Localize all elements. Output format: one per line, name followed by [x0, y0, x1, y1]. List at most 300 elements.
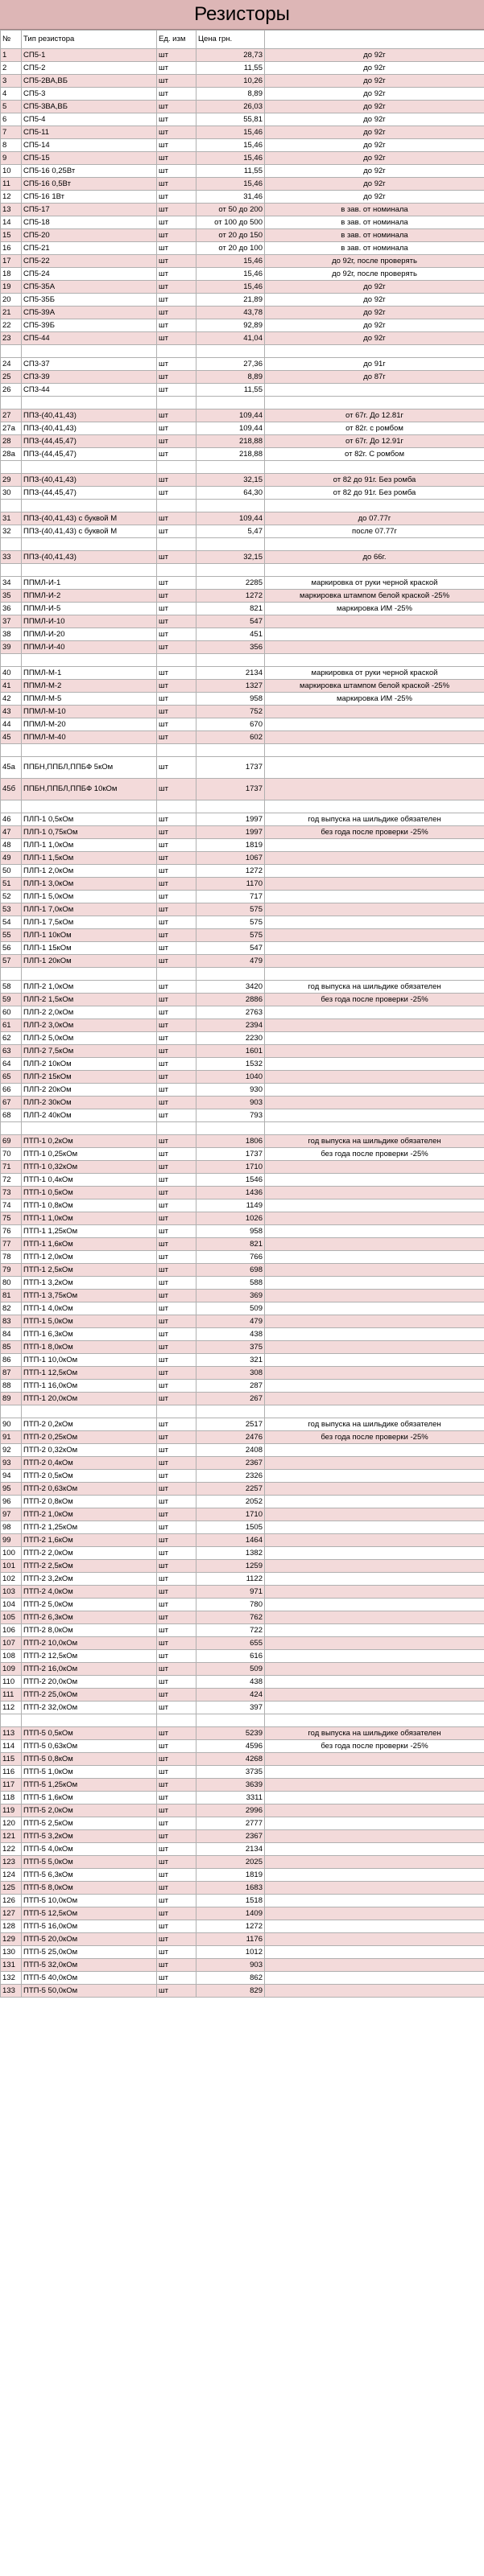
price-cell: 547 [196, 942, 265, 955]
table-row [1, 1830, 484, 1843]
row-number-cell: 63 [1, 1045, 22, 1058]
spacer-cell [157, 744, 196, 757]
unit-cell: шт [157, 1045, 196, 1058]
spacer-cell [157, 1122, 196, 1135]
note-cell [265, 1882, 484, 1895]
price-cell: 1737 [196, 779, 265, 800]
price-cell: 15,46 [196, 139, 265, 152]
table-row [1, 981, 484, 994]
resistor-type-cell: ПТП-5 0,5кОм [22, 1727, 157, 1740]
note-cell [265, 1470, 484, 1483]
note-cell [265, 1187, 484, 1200]
row-number-cell: 3 [1, 75, 22, 88]
unit-cell: шт [157, 1869, 196, 1882]
header-unit: Ед. изм [157, 31, 196, 49]
resistor-type-cell: ПТП-1 20,0кОм [22, 1393, 157, 1405]
spacer-cell [196, 397, 265, 409]
resistor-type-cell: СП5-17 [22, 204, 157, 216]
note-cell [265, 1302, 484, 1315]
row-number-cell: 65 [1, 1071, 22, 1084]
note-cell: маркировка штампом белой краской -25% [265, 680, 484, 693]
unit-cell: шт [157, 916, 196, 929]
price-cell: 903 [196, 1097, 265, 1109]
row-number-cell: 114 [1, 1740, 22, 1753]
price-cell: 1040 [196, 1071, 265, 1084]
note-cell [265, 615, 484, 628]
table-row [1, 615, 484, 628]
resistor-type-cell: ПЛП-2 20кОм [22, 1084, 157, 1097]
note-cell: от 82г. с ромбом [265, 422, 484, 435]
note-cell: год выпуска на шильдике обязателен [265, 1418, 484, 1431]
table-row [1, 1779, 484, 1792]
note-cell [265, 1573, 484, 1586]
resistor-type-cell: ППМЛ-И-10 [22, 615, 157, 628]
price-cell: 32,15 [196, 474, 265, 487]
price-cell: 3735 [196, 1766, 265, 1779]
resistor-type-cell: СП3-39 [22, 371, 157, 384]
unit-cell: шт [157, 113, 196, 126]
row-number-cell: 16 [1, 242, 22, 255]
row-number-cell: 125 [1, 1882, 22, 1895]
row-number-cell: 76 [1, 1225, 22, 1238]
resistor-type-cell: ПТП-5 12,5кОм [22, 1907, 157, 1920]
row-number-cell: 35 [1, 590, 22, 603]
price-cell: 92,89 [196, 319, 265, 332]
table-row [1, 1792, 484, 1804]
table-row [1, 891, 484, 903]
row-number-cell: 8 [1, 139, 22, 152]
table-row [1, 1727, 484, 1740]
price-cell: от 20 до 150 [196, 229, 265, 242]
table-row [1, 216, 484, 229]
note-cell: до 92г [265, 126, 484, 139]
price-cell: 2230 [196, 1032, 265, 1045]
price-cell: 438 [196, 1328, 265, 1341]
row-number-cell: 89 [1, 1393, 22, 1405]
row-number-cell: 68 [1, 1109, 22, 1122]
unit-cell: шт [157, 204, 196, 216]
table-row [1, 1045, 484, 1058]
price-cell: 821 [196, 603, 265, 615]
resistor-type-cell: ПТП-2 2,5кОм [22, 1560, 157, 1573]
note-cell [265, 903, 484, 916]
spacer-cell [196, 461, 265, 474]
row-number-cell: 88 [1, 1380, 22, 1393]
unit-cell: шт [157, 1727, 196, 1740]
spacer-cell [196, 744, 265, 757]
table-row [1, 512, 484, 525]
note-cell: до 07.77г [265, 512, 484, 525]
table-row [1, 255, 484, 268]
row-number-cell: 40 [1, 667, 22, 680]
unit-cell: шт [157, 577, 196, 590]
header-note [265, 31, 484, 49]
price-cell: 575 [196, 903, 265, 916]
unit-cell: шт [157, 1084, 196, 1097]
price-cell: 1737 [196, 1148, 265, 1161]
row-number-cell: 13 [1, 204, 22, 216]
price-cell: 1710 [196, 1508, 265, 1521]
table-row [1, 916, 484, 929]
price-cell: 1149 [196, 1200, 265, 1212]
row-number-cell: 83 [1, 1315, 22, 1328]
note-cell [265, 1611, 484, 1624]
note-cell: маркировка ИМ -25% [265, 603, 484, 615]
unit-cell: шт [157, 929, 196, 942]
spacer-cell [22, 1714, 157, 1727]
price-cell: 1819 [196, 839, 265, 852]
note-cell: без года после проверки -25% [265, 1740, 484, 1753]
unit-cell: шт [157, 409, 196, 422]
unit-cell: шт [157, 332, 196, 345]
resistor-type-cell: ПЛП-2 30кОм [22, 1097, 157, 1109]
row-number-cell: 90 [1, 1418, 22, 1431]
resistor-type-cell: ПЛП-1 0,5кОм [22, 813, 157, 826]
unit-cell: шт [157, 1933, 196, 1946]
table-row [1, 1238, 484, 1251]
resistor-type-cell: ПЛП-2 10кОм [22, 1058, 157, 1071]
resistor-type-cell: ППЗ-(40,41,43) [22, 474, 157, 487]
table-row [1, 1032, 484, 1045]
note-cell [265, 1946, 484, 1959]
note-cell: до 92г [265, 113, 484, 126]
row-number-cell: 75 [1, 1212, 22, 1225]
row-number-cell: 116 [1, 1766, 22, 1779]
note-cell [265, 718, 484, 731]
resistor-type-cell: ПТП-5 4,0кОм [22, 1843, 157, 1856]
table-row [1, 641, 484, 654]
price-cell: 821 [196, 1238, 265, 1251]
spacer-cell [265, 968, 484, 981]
unit-cell: шт [157, 1573, 196, 1586]
note-cell: маркировка от руки черной краской [265, 577, 484, 590]
unit-cell: шт [157, 294, 196, 307]
note-cell [265, 1637, 484, 1650]
spacer-cell [157, 564, 196, 577]
table-row [1, 577, 484, 590]
note-cell: маркировка штампом белой краской -25% [265, 590, 484, 603]
unit-cell: шт [157, 1161, 196, 1174]
spacer-cell [265, 564, 484, 577]
unit-cell: шт [157, 1032, 196, 1045]
unit-cell: шт [157, 1766, 196, 1779]
row-number-cell: 43 [1, 706, 22, 718]
table-row [1, 1457, 484, 1470]
row-number-cell: 21 [1, 307, 22, 319]
note-cell: после 07.77г [265, 525, 484, 538]
unit-cell: шт [157, 242, 196, 255]
unit-cell: шт [157, 1290, 196, 1302]
resistor-type-cell: СП5-18 [22, 216, 157, 229]
unit-cell: шт [157, 139, 196, 152]
table-row [1, 1753, 484, 1766]
table-row [1, 1328, 484, 1341]
row-number-cell: 56 [1, 942, 22, 955]
note-cell [265, 1920, 484, 1933]
resistor-type-cell: ПЛП-1 10кОм [22, 929, 157, 942]
table-row [1, 1264, 484, 1277]
note-cell [265, 1599, 484, 1611]
resistor-type-cell: ПТП-1 12,5кОм [22, 1367, 157, 1380]
price-cell: 1683 [196, 1882, 265, 1895]
price-cell: 11,55 [196, 165, 265, 178]
note-cell: год выпуска на шильдике обязателен [265, 813, 484, 826]
price-cell: 287 [196, 1380, 265, 1393]
row-number-cell: 4 [1, 88, 22, 101]
table-row [1, 165, 484, 178]
row-number-cell: 41 [1, 680, 22, 693]
note-cell [265, 384, 484, 397]
note-cell [265, 1534, 484, 1547]
row-number-cell: 46 [1, 813, 22, 826]
spacer-cell [22, 800, 157, 813]
row-number-cell: 17 [1, 255, 22, 268]
note-cell: без года после проверки -25% [265, 1148, 484, 1161]
table-row [1, 487, 484, 500]
resistor-type-cell: ПТП-2 32,0кОм [22, 1702, 157, 1714]
resistor-type-cell: ПТП-2 5,0кОм [22, 1599, 157, 1611]
table-row [1, 139, 484, 152]
unit-cell: шт [157, 551, 196, 564]
unit-cell: шт [157, 1341, 196, 1354]
price-cell: 43,78 [196, 307, 265, 319]
table-row [1, 1071, 484, 1084]
price-cell: 32,15 [196, 551, 265, 564]
resistor-type-cell: ПТП-5 20,0кОм [22, 1933, 157, 1946]
table-row [1, 1470, 484, 1483]
resistor-type-cell: ПТП-2 0,32кОм [22, 1444, 157, 1457]
row-number-cell: 7 [1, 126, 22, 139]
unit-cell: шт [157, 1006, 196, 1019]
row-number-cell: 86 [1, 1354, 22, 1367]
row-number-cell: 87 [1, 1367, 22, 1380]
resistor-type-cell: ПЛП-1 7,0кОм [22, 903, 157, 916]
unit-cell: шт [157, 319, 196, 332]
spacer-cell [265, 744, 484, 757]
note-cell [265, 1830, 484, 1843]
price-cell: 1546 [196, 1174, 265, 1187]
price-cell: 1464 [196, 1534, 265, 1547]
resistor-type-cell: ПТП-2 2,0кОм [22, 1547, 157, 1560]
row-number-cell: 9 [1, 152, 22, 165]
resistor-type-cell: ППМЛ-И-2 [22, 590, 157, 603]
row-number-cell: 117 [1, 1779, 22, 1792]
table-row [1, 1611, 484, 1624]
note-cell [265, 1547, 484, 1560]
table-row [1, 839, 484, 852]
table-row [1, 1161, 484, 1174]
resistor-type-cell: СП3-44 [22, 384, 157, 397]
table-row [1, 75, 484, 88]
note-cell [265, 1869, 484, 1882]
price-cell: 3420 [196, 981, 265, 994]
price-cell: 11,55 [196, 384, 265, 397]
resistor-type-cell: ПЛП-2 2,0кОм [22, 1006, 157, 1019]
unit-cell: шт [157, 1676, 196, 1689]
resistor-type-cell: СП5-21 [22, 242, 157, 255]
resistor-type-cell: ПЛП-2 1,5кОм [22, 994, 157, 1006]
note-cell [265, 1341, 484, 1354]
unit-cell: шт [157, 1856, 196, 1869]
spacer-cell [157, 1714, 196, 1727]
resistor-type-cell: ПТП-1 4,0кОм [22, 1302, 157, 1315]
table-row [1, 852, 484, 865]
price-cell: 2134 [196, 667, 265, 680]
table-row [1, 1251, 484, 1264]
resistor-type-cell: ППМЛ-И-20 [22, 628, 157, 641]
note-cell [265, 1817, 484, 1830]
unit-cell: шт [157, 268, 196, 281]
unit-cell: шт [157, 1251, 196, 1264]
spacer-cell [22, 538, 157, 551]
unit-cell: шт [157, 281, 196, 294]
unit-cell: шт [157, 1702, 196, 1714]
row-number-cell: 71 [1, 1161, 22, 1174]
unit-cell: шт [157, 1225, 196, 1238]
row-number-cell: 10 [1, 165, 22, 178]
resistor-type-cell: ПТП-1 6,3кОм [22, 1328, 157, 1341]
row-number-cell: 25 [1, 371, 22, 384]
note-cell: до 92г [265, 165, 484, 178]
spacer-cell [265, 500, 484, 512]
resistor-type-cell: ПТП-2 1,6кОм [22, 1534, 157, 1547]
price-cell: 2476 [196, 1431, 265, 1444]
row-number-cell: 127 [1, 1907, 22, 1920]
table-row [1, 1586, 484, 1599]
unit-cell: шт [157, 865, 196, 878]
resistor-type-cell: ПТП-2 0,8кОм [22, 1496, 157, 1508]
spacer-cell [1, 654, 22, 667]
row-number-cell: 45б [1, 779, 22, 800]
unit-cell: шт [157, 152, 196, 165]
unit-cell: шт [157, 994, 196, 1006]
row-number-cell: 64 [1, 1058, 22, 1071]
price-cell: 15,46 [196, 126, 265, 139]
row-number-cell: 109 [1, 1663, 22, 1676]
price-cell: 3311 [196, 1792, 265, 1804]
table-row [1, 1740, 484, 1753]
unit-cell: шт [157, 981, 196, 994]
unit-cell: шт [157, 852, 196, 865]
price-cell: 958 [196, 693, 265, 706]
resistor-type-cell: СП5-1 [22, 49, 157, 62]
resistor-type-cell: ПТП-2 12,5кОм [22, 1650, 157, 1663]
table-row [1, 1174, 484, 1187]
resistor-type-cell: ПТП-2 1,25кОм [22, 1521, 157, 1534]
table-row [1, 1483, 484, 1496]
row-number-cell: 102 [1, 1573, 22, 1586]
price-cell: 1997 [196, 826, 265, 839]
row-number-cell: 78 [1, 1251, 22, 1264]
row-number-cell: 91 [1, 1431, 22, 1444]
resistor-type-cell: СП5-14 [22, 139, 157, 152]
resistor-type-cell: ПТП-1 0,4кОм [22, 1174, 157, 1187]
row-number-cell: 51 [1, 878, 22, 891]
unit-cell: шт [157, 1354, 196, 1367]
row-number-cell: 62 [1, 1032, 22, 1045]
table-row [1, 294, 484, 307]
table-row [1, 113, 484, 126]
price-cell: 1272 [196, 590, 265, 603]
table-row [1, 706, 484, 718]
table-row [1, 1895, 484, 1907]
unit-cell: шт [157, 590, 196, 603]
resistor-type-cell: ПТП-5 16,0кОм [22, 1920, 157, 1933]
resistor-type-cell: ПЛП-1 2,0кОм [22, 865, 157, 878]
resistor-type-cell: ПЛП-1 1,5кОм [22, 852, 157, 865]
note-cell [265, 1508, 484, 1521]
spacer-row [1, 500, 484, 512]
unit-cell: шт [157, 1019, 196, 1032]
resistor-type-cell: ПТП-5 2,5кОм [22, 1817, 157, 1830]
table-row [1, 603, 484, 615]
spacer-cell [22, 345, 157, 358]
note-cell: год выпуска на шильдике обязателен [265, 981, 484, 994]
unit-cell: шт [157, 525, 196, 538]
unit-cell: шт [157, 101, 196, 113]
spacer-cell [196, 500, 265, 512]
price-cell: 1806 [196, 1135, 265, 1148]
price-cell: 1272 [196, 865, 265, 878]
unit-cell: шт [157, 1521, 196, 1534]
resistor-type-cell: ППМЛ-М-40 [22, 731, 157, 744]
resistor-type-cell: СП5-16 1Вт [22, 191, 157, 204]
resistor-type-cell: ППМЛ-М-20 [22, 718, 157, 731]
note-cell [265, 878, 484, 891]
resistor-type-cell: ПЛП-2 15кОм [22, 1071, 157, 1084]
unit-cell: шт [157, 1238, 196, 1251]
note-cell [265, 1663, 484, 1676]
note-cell: до 92г, после проверять [265, 268, 484, 281]
price-cell: 218,88 [196, 435, 265, 448]
price-cell: 109,44 [196, 422, 265, 435]
row-number-cell: 69 [1, 1135, 22, 1148]
row-number-cell: 80 [1, 1277, 22, 1290]
price-cell: 509 [196, 1663, 265, 1676]
spacer-cell [22, 744, 157, 757]
unit-cell: шт [157, 1843, 196, 1856]
row-number-cell: 45а [1, 757, 22, 779]
price-cell: 1259 [196, 1560, 265, 1573]
note-cell [265, 1084, 484, 1097]
unit-cell: шт [157, 1097, 196, 1109]
unit-cell: шт [157, 255, 196, 268]
unit-cell: шт [157, 75, 196, 88]
table-row [1, 1187, 484, 1200]
resistor-type-cell: ПТП-1 0,2кОм [22, 1135, 157, 1148]
resistor-type-cell: ПТП-1 1,0кОм [22, 1212, 157, 1225]
note-cell: год выпуска на шильдике обязателен [265, 1135, 484, 1148]
note-cell [265, 1354, 484, 1367]
price-cell: 793 [196, 1109, 265, 1122]
unit-cell: шт [157, 1985, 196, 1998]
note-cell [265, 1444, 484, 1457]
table-row [1, 1599, 484, 1611]
table-row [1, 268, 484, 281]
price-cell: 2367 [196, 1830, 265, 1843]
unit-cell: шт [157, 1212, 196, 1225]
unit-cell: шт [157, 1496, 196, 1508]
row-number-cell: 57 [1, 955, 22, 968]
row-number-cell: 37 [1, 615, 22, 628]
note-cell [265, 1702, 484, 1714]
price-cell: 2777 [196, 1817, 265, 1830]
note-cell [265, 1766, 484, 1779]
spacer-row [1, 1405, 484, 1418]
spacer-cell [157, 800, 196, 813]
row-number-cell: 58 [1, 981, 22, 994]
price-cell: 862 [196, 1972, 265, 1985]
